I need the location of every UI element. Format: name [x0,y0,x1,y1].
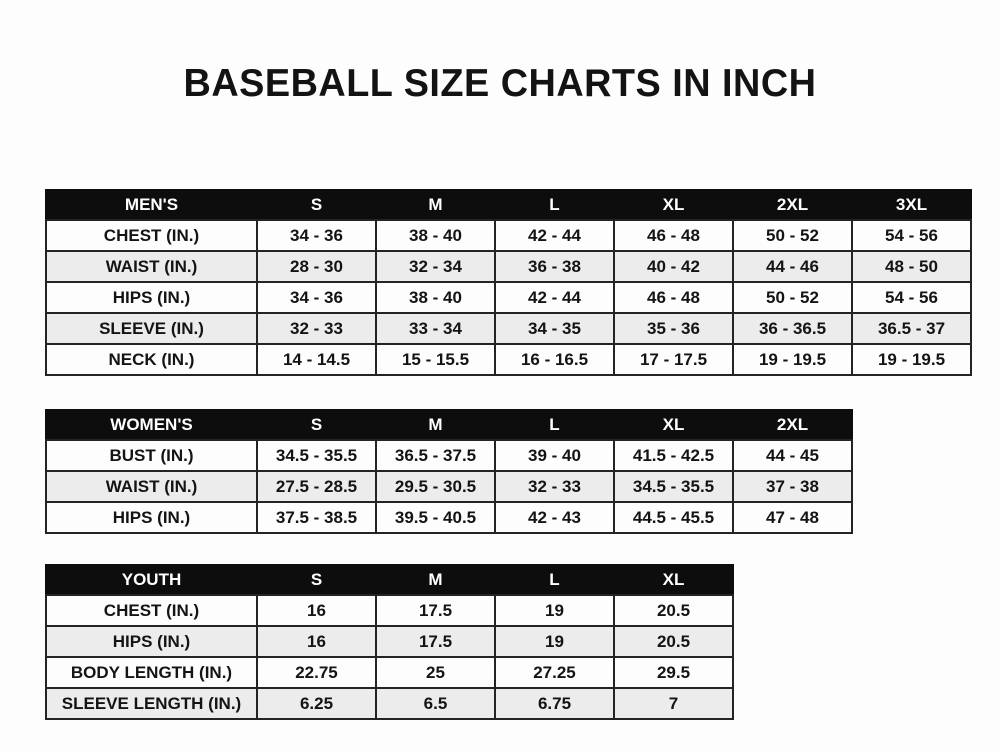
womens-size-header-cell: XL [614,410,733,440]
measurement-value-cell: 42 - 44 [495,282,614,313]
measurement-value-cell: 39 - 40 [495,440,614,471]
measurement-value-cell: 29.5 [614,657,733,688]
youth-measurement-row [46,626,733,657]
measurement-value-cell: 34 - 35 [495,313,614,344]
measurement-value-cell: 6.75 [495,688,614,719]
measurement-value-cell: 35 - 36 [614,313,733,344]
measurement-value-cell: 42 - 43 [495,502,614,533]
measurement-value-cell: 33 - 34 [376,313,495,344]
measurement-value-cell: 16 [257,595,376,626]
measurement-value-cell: 48 - 50 [852,251,971,282]
mens-table-title-cell: MEN'S [46,190,257,220]
measurement-value-cell: 34 - 36 [257,282,376,313]
womens-measurement-row [46,471,852,502]
youth-measurement-row [46,688,733,719]
measurement-value-cell: 17 - 17.5 [614,344,733,375]
measurement-value-cell: 32 - 34 [376,251,495,282]
measurement-label-cell: SLEEVE (IN.) [46,313,257,344]
measurement-value-cell: 36.5 - 37 [852,313,971,344]
measurement-value-cell: 29.5 - 30.5 [376,471,495,502]
measurement-value-cell: 34.5 - 35.5 [614,471,733,502]
mens-size-table [45,189,972,376]
measurement-value-cell: 47 - 48 [733,502,852,533]
measurement-value-cell: 19 [495,626,614,657]
measurement-value-cell: 19 - 19.5 [852,344,971,375]
measurement-value-cell: 17.5 [376,595,495,626]
measurement-value-cell: 36 - 36.5 [733,313,852,344]
mens-size-header-cell: 3XL [852,190,971,220]
measurement-value-cell: 20.5 [614,626,733,657]
measurement-value-cell: 20.5 [614,595,733,626]
measurement-value-cell: 44 - 46 [733,251,852,282]
measurement-value-cell: 38 - 40 [376,282,495,313]
measurement-value-cell: 27.5 - 28.5 [257,471,376,502]
womens-size-table [45,409,853,534]
youth-size-header-cell: L [495,565,614,595]
measurement-value-cell: 7 [614,688,733,719]
youth-size-header-cell: M [376,565,495,595]
womens-size-header-cell: M [376,410,495,440]
measurement-value-cell: 14 - 14.5 [257,344,376,375]
measurement-value-cell: 32 - 33 [495,471,614,502]
measurement-value-cell: 37.5 - 38.5 [257,502,376,533]
measurement-label-cell: WAIST (IN.) [46,251,257,282]
youth-size-header-cell: S [257,565,376,595]
mens-measurement-row [46,251,971,282]
measurement-value-cell: 44 - 45 [733,440,852,471]
measurement-label-cell: CHEST (IN.) [46,220,257,251]
measurement-label-cell: CHEST (IN.) [46,595,257,626]
measurement-value-cell: 44.5 - 45.5 [614,502,733,533]
measurement-label-cell: HIPS (IN.) [46,626,257,657]
measurement-label-cell: WAIST (IN.) [46,471,257,502]
mens-measurement-row [46,344,971,375]
youth-measurement-row [46,657,733,688]
mens-size-header-cell: L [495,190,614,220]
mens-measurement-row [46,282,971,313]
measurement-value-cell: 40 - 42 [614,251,733,282]
measurement-value-cell: 28 - 30 [257,251,376,282]
measurement-value-cell: 46 - 48 [614,220,733,251]
measurement-value-cell: 36 - 38 [495,251,614,282]
mens-size-header-cell: XL [614,190,733,220]
mens-size-header-cell: S [257,190,376,220]
measurement-value-cell: 50 - 52 [733,220,852,251]
mens-measurement-row [46,220,971,251]
measurement-label-cell: NECK (IN.) [46,344,257,375]
measurement-label-cell: SLEEVE LENGTH (IN.) [46,688,257,719]
measurement-value-cell: 54 - 56 [852,282,971,313]
tables-container [45,189,972,720]
youth-size-table [45,564,734,720]
measurement-value-cell: 50 - 52 [733,282,852,313]
youth-header-row [46,565,733,595]
measurement-value-cell: 34.5 - 35.5 [257,440,376,471]
measurement-value-cell: 19 [495,595,614,626]
womens-size-header-cell: S [257,410,376,440]
measurement-value-cell: 16 - 16.5 [495,344,614,375]
womens-measurement-row [46,440,852,471]
measurement-value-cell: 19 - 19.5 [733,344,852,375]
measurement-value-cell: 37 - 38 [733,471,852,502]
measurement-value-cell: 6.25 [257,688,376,719]
measurement-value-cell: 42 - 44 [495,220,614,251]
measurement-value-cell: 17.5 [376,626,495,657]
measurement-label-cell: BUST (IN.) [46,440,257,471]
womens-size-header-cell: L [495,410,614,440]
mens-size-header-cell: M [376,190,495,220]
measurement-value-cell: 41.5 - 42.5 [614,440,733,471]
page-title: BASEBALL SIZE CHARTS IN INCH [183,62,817,105]
measurement-value-cell: 16 [257,626,376,657]
measurement-value-cell: 54 - 56 [852,220,971,251]
measurement-value-cell: 36.5 - 37.5 [376,440,495,471]
measurement-value-cell: 6.5 [376,688,495,719]
measurement-label-cell: HIPS (IN.) [46,502,257,533]
measurement-value-cell: 15 - 15.5 [376,344,495,375]
womens-size-header-cell: 2XL [733,410,852,440]
measurement-value-cell: 22.75 [257,657,376,688]
womens-table-title-cell: WOMEN'S [46,410,257,440]
measurement-value-cell: 32 - 33 [257,313,376,344]
measurement-value-cell: 25 [376,657,495,688]
mens-header-row [46,190,971,220]
measurement-value-cell: 34 - 36 [257,220,376,251]
youth-measurement-row [46,595,733,626]
womens-header-row [46,410,852,440]
youth-table-title-cell: YOUTH [46,565,257,595]
measurement-value-cell: 46 - 48 [614,282,733,313]
measurement-label-cell: BODY LENGTH (IN.) [46,657,257,688]
womens-measurement-row [46,502,852,533]
measurement-value-cell: 27.25 [495,657,614,688]
measurement-value-cell: 38 - 40 [376,220,495,251]
measurement-value-cell: 39.5 - 40.5 [376,502,495,533]
mens-size-header-cell: 2XL [733,190,852,220]
youth-size-header-cell: XL [614,565,733,595]
measurement-label-cell: HIPS (IN.) [46,282,257,313]
mens-measurement-row [46,313,971,344]
